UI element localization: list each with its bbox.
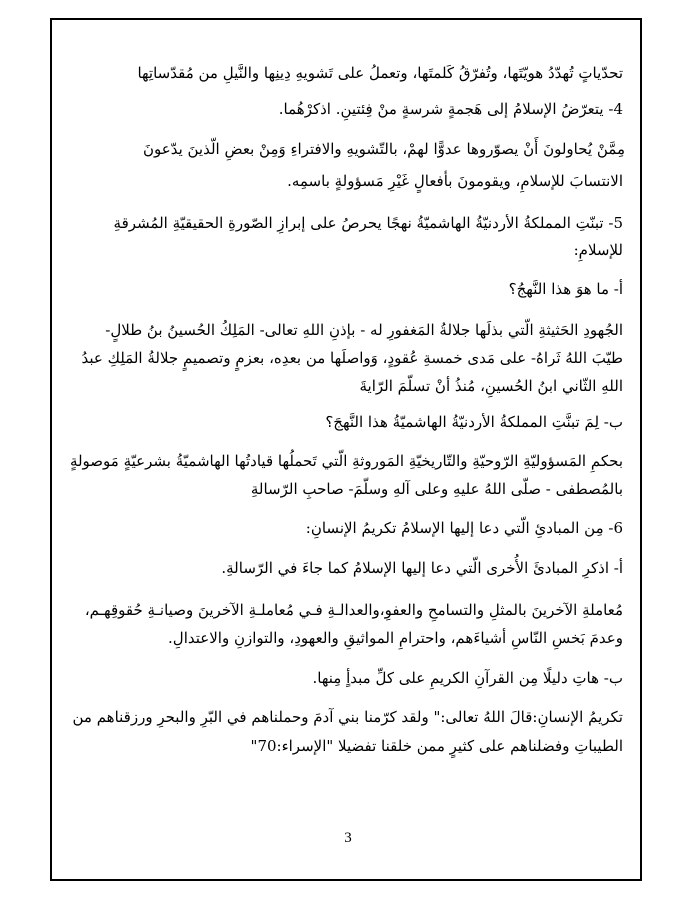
- answer-5b-line-1: بحكمِ المَسؤوليّةِ الرّوحيّةِ والتّاريخيّةِ المَوروثةِ الّتي تَحملُها قيادتُها الهاشميّةُ بشرعيّةٍ مَوصولةٍ: [69, 452, 623, 470]
- answer-4-line-2: الانتسابَ للإسلامِ، ويقومونَ بأفعالٍ غَيْرِ مَسؤولةٍ باسمِه.: [287, 172, 623, 190]
- text-line: تحدّياتٍ تُهدّدُ هويّتَها، وتُفرّقُ كَلمتَها، وتعملُ على تَشويهِ دِينِها والنَّيلِ من مُقدّساتِها: [137, 64, 623, 82]
- question-5b: ب- لِمَ تبنَّتِ المملكةُ الأردنيّةُ الهاشميّةُ هذا النَّهجَ؟: [325, 413, 623, 431]
- answer-6a-line-1: مُعاملةِ الآخرينَ بالمثلِ والتسامحِ والعفوِ،والعدالـةِ فـي مُعاملـةِ الآخرينَ وصيانـةِ حُقوقِهـم،: [84, 601, 623, 619]
- answer-5a-line-3: اللهِ الثّاني ابنُ الحُسينِ، مُنذُ أنْ تسلّمَ الرّايةَ: [359, 377, 623, 395]
- answer-5a-line-1: الجُهودِ الحَثيثةِ الّتي بذلَها جلالةُ المَغفورِ له - بإذنِ اللهِ تعالى- المَلِكُ الحُسينُ بنُ طلالٍ-: [105, 321, 623, 339]
- question-5-continued: للإسلامِ:: [573, 241, 623, 259]
- page-number: 3: [344, 830, 352, 846]
- answer-4-line-1: مِمَّنْ يُحاولونَ أَنْ يصوّروها عدوًّا لهمْ، بالتّشويهِ والافتراءِ وَمِنْ بعضِ الّذينَ يدّعونَ: [142, 140, 625, 158]
- answer-6b-line-1: تكريمُ الإنسانِ:قالَ اللهُ تعالى:" ولقد كرّمنا بني آدمَ وحملناهم في البّرِ والبحرِ ورزقناهم من: [72, 708, 623, 726]
- question-5: 5- تبنّتِ المملكةُ الأردنيّةُ الهاشميّةُ نهجًا يحرصُ على إبرازِ الصّورةِ الحقيقيّةِ المُشرقةِ: [113, 214, 623, 232]
- answer-5b-line-2: بالمُصطفى - صلّى اللهُ عليهِ وعلى آلهِ وسلّمَ- صاحبِ الرّسالةِ: [250, 480, 623, 498]
- answer-6a-line-2: وعدمَ بَخسِ النّاسِ أشياءَهم، واحترامِ المواثيقِ والعهودِ، والتوازنِ والاعتدالِ.: [168, 629, 623, 647]
- question-5a: أ- ما هوَ هذا النَّهجُ؟: [508, 280, 623, 298]
- answer-5a-line-2: طيّبَ اللهُ ثَراهُ- على مَدى خمسةِ عُقودٍ، وَواصلَها من بعدِه، بعزمٍ وتصميمٍ جلالةُ المَلِكِ عبدُ: [81, 349, 623, 367]
- question-6b: ب- هاتِ دليلًا مِن القرآنِ الكريمِ على كلِّ مبدأٍ مِنها.: [312, 669, 623, 687]
- question-6: 6- مِن المبادئِ الّتي دعا إليها الإسلامُ تكريمُ الإنسانِ:: [305, 519, 623, 537]
- answer-6b-line-2: الطيباتِ وفضلناهم على كثيرٍ ممن خلقنا تفضيلا "الإسراء:70": [250, 737, 623, 755]
- question-4: 4- يتعرّضُ الإسلامُ إلى هَجمةٍ شرسةٍ منْ فِئتينِ. اذكرْهُما.: [278, 100, 623, 118]
- question-6a: أ- اذكرِ المبادئَ الأُخرى الّتي دعا إليها الإسلامُ كما جاءَ في الرّسالةِ.: [221, 559, 623, 577]
